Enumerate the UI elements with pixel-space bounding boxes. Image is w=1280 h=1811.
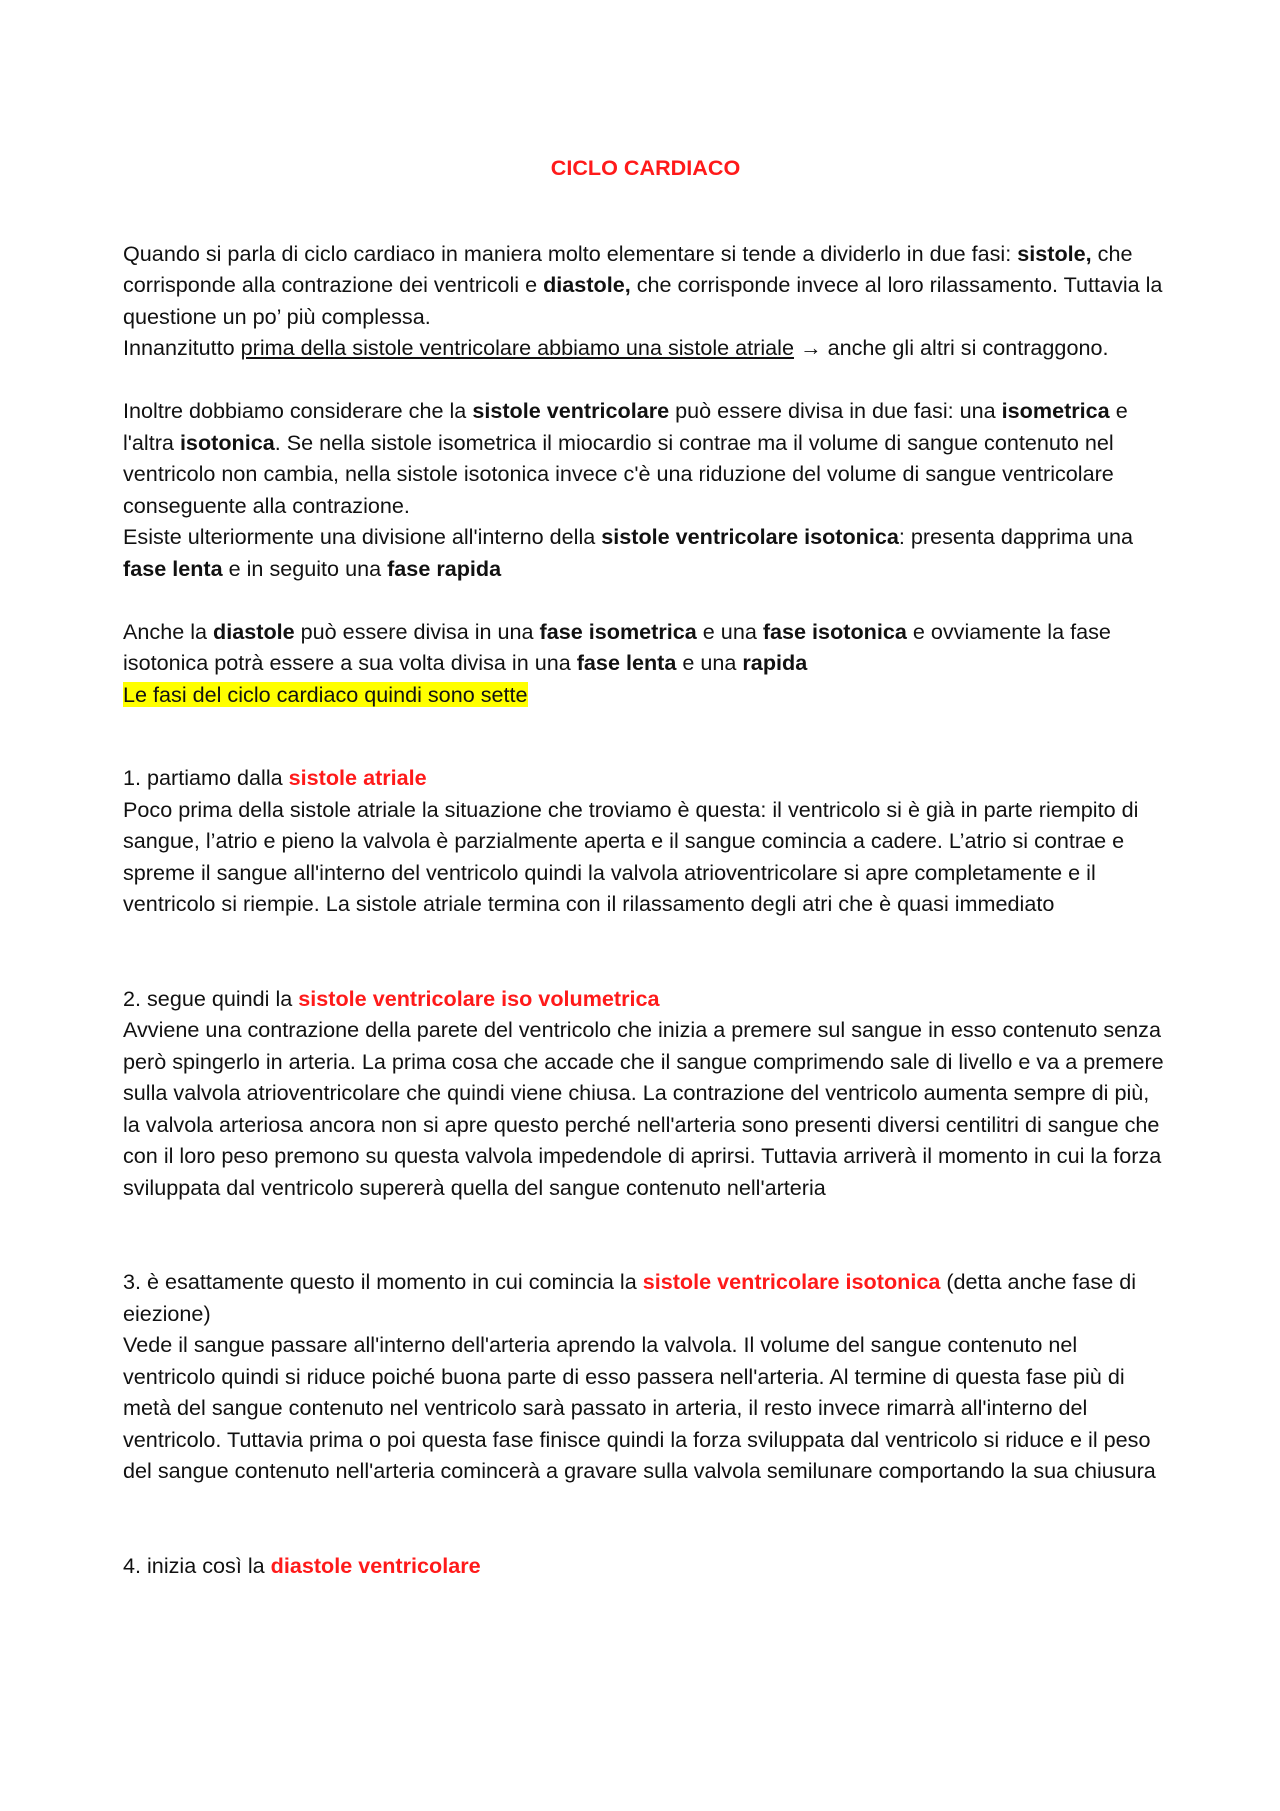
term-diastole: diastole, xyxy=(543,272,631,297)
isotonic-division-paragraph: Esiste ulteriormente una divisione all'interno della sistole ventricolare isotonica: presenta dapprima una fase lenta e in seguito una fase rapida xyxy=(123,524,1133,581)
highlight-line xyxy=(123,679,1168,711)
document-title: CICLO CARDIACO xyxy=(550,155,741,180)
term-sistole: sistole, xyxy=(1017,240,1092,266)
phase-2-term: sistole ventricolare iso volumetrica xyxy=(298,985,660,1011)
phase-1-body: Poco prima della sistole atriale la situazione che troviamo è questa: il ventricolo si è già in parte riempito di sangue, l’atrio e pieno la valvola è parzialmente aperta e il sangue comincia a cadere. L’atrio si contrae e spreme il sangue all'interno del ventricolo quindi la valvola atrioventricolare si apre completamente e il ventricolo si riempie. La sistole atriale termina con il rilassamento degli atri che è quasi immediato xyxy=(123,796,1139,916)
underlined-statement: prima della sistole ventricolare abbiamo una sistole atriale xyxy=(240,335,794,360)
phase-2-body: Avviene una contrazione della parete del ventricolo che inizia a premere sul sangue in esso contenuto senza però spingerlo in arteria. La prima cosa che accade che il sangue comprimendo sale di livello e va a premere sulla valvola atrioventricolare che quindi viene chiusa. La contrazione del ventricolo aumenta sempre di più, la valvola arteriosa ancora non si apre questo perché nell'arteria sono presenti diversi centilitri di sangue che con il loro peso premono su questa valvola impedendole di aprirsi. Tuttavia arriverà il momento in cui la forza sviluppata dal ventricolo supererà quella del sangue contenuto nell'arteria xyxy=(123,1017,1164,1200)
arrow-icon: → xyxy=(793,335,828,360)
highlighted-text: Le fasi del ciclo cardiaco quindi sono sette xyxy=(123,681,528,707)
ventricular-systole-paragraph: Inoltre dobbiamo considerare che la sistole ventricolare può essere divisa in due fasi: una isometrica e l'altra isotonica. Se nella sistole isometrica il miocardio si contrae ma il volume di sangue contenuto nel ventricolo non cambia, nella sistole isotonica invece c'è una riduzione del volume di sangue ventricolare conseguente alla contrazione. xyxy=(123,398,1128,518)
phase-4-heading: 4. inizia così la diastole ventricolare xyxy=(123,1552,481,1578)
phase-1-heading: 1. partiamo dalla sistole atriale xyxy=(123,765,427,790)
phase-4-term: diastole ventricolare xyxy=(270,1552,481,1578)
phase-3-body: Vede il sangue passare all'interno dell'arteria aprendo la valvola. Il volume del sangue contenuto nel ventricolo quindi si riduce poiché buona parte di esso passera nell'arteria. Al termine di questa fase più di metà del sangue contenuto nel ventricolo sarà passato in arteria, il resto invece rimarrà all'interno del ventricolo. Tuttavia prima o poi questa fase finisce quindi la forza sviluppata dal ventricolo si riduce e il peso del sangue contenuto nell'arteria comincerà a gravare sulla valvola semilunare comportando la sua chiusura xyxy=(123,1332,1156,1483)
phase-2-heading: 2. segue quindi la sistole ventricolare iso volumetrica xyxy=(123,985,660,1011)
phase-3-term: sistole ventricolare isotonica xyxy=(642,1269,941,1294)
diastole-paragraph: Anche la diastole può essere divisa in una fase isometrica e una fase isotonica e ovviamente la fase isotonica potrà essere a sua volta divisa in una fase lenta e una rapida xyxy=(123,618,1111,675)
phase-1-term: sistole atriale xyxy=(288,765,427,790)
atrial-note-paragraph: Innanzitutto prima della sistole ventricolare abbiamo una sistole atriale → anche gli altri si contraggono. xyxy=(123,335,1109,360)
phase-3-heading: 3. è esattamente questo il momento in cui comincia la sistole ventricolare isotonica (detta anche fase di eiezione) xyxy=(123,1269,1137,1326)
intro-paragraph: Quando si parla di ciclo cardiaco in maniera molto elementare si tende a dividerlo in due fasi: sistole, che corrisponde alla contrazione dei ventricoli e diastole, che corrisponde invece al loro rilassamento. Tuttavia la questione un po’ più complessa. xyxy=(123,240,1163,329)
